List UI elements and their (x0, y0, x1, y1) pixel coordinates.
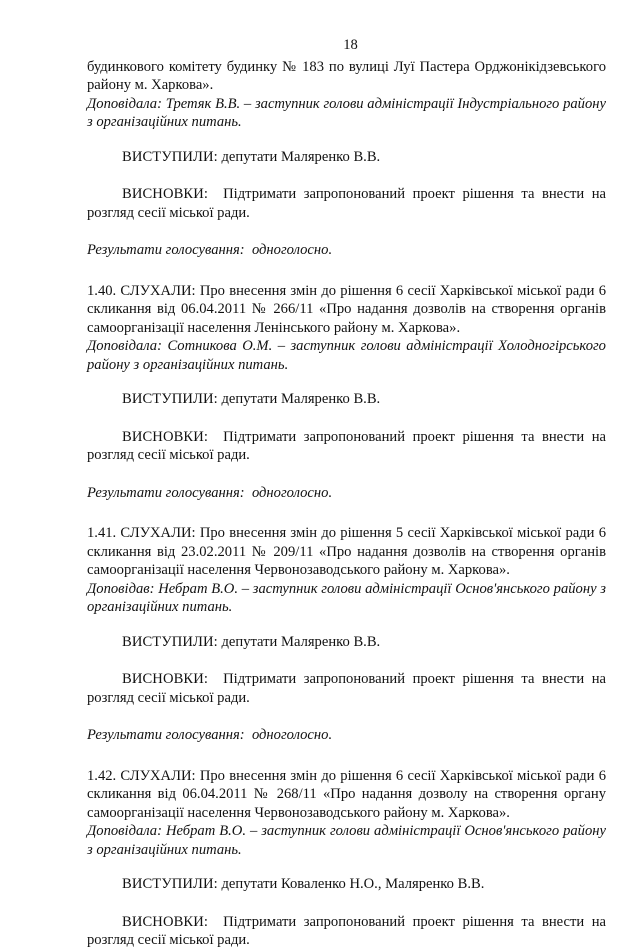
item-speeches (87, 390, 606, 409)
intro-speeches-text: депутати Маляренко В.В. (221, 148, 381, 165)
item-conclusions-label: ВИСНОВКИ: (122, 671, 209, 687)
item-results (87, 484, 606, 503)
item-conclusions (87, 428, 606, 465)
item-results-text: одноголосно. (251, 484, 333, 501)
item-heard: 1.40. СЛУХАЛИ: Про внесення змін до рішення 6 сесії Харківської міської ради 6 скликання від 06.04.2011 № 266/11 «Про надання дозволів на створення органів самоорганізації населення Ленінського району м. Харкова». (87, 282, 606, 336)
intro-conclusions-text: Підтримати запропонований проект рішення та внести на розгляд сесії міської ради. (87, 186, 606, 221)
item-speeches (87, 633, 606, 652)
intro-speeches (87, 148, 606, 167)
item-speaker (87, 580, 606, 617)
item-results (87, 726, 606, 745)
intro-speaker-label: Доповідала: (87, 95, 162, 112)
item-speaker (87, 822, 606, 859)
item-speaker-text: Небрат В.О. – заступник голови адміністрації Основ'янського району з організаційних питань. (87, 580, 607, 615)
intro-results (87, 241, 606, 260)
intro-results-text: одноголосно. (251, 242, 333, 258)
item-speaker-label: Доповідала: (87, 823, 162, 839)
item-speeches-label: ВИСТУПИЛИ: (122, 391, 218, 407)
item-heard: 1.41. СЛУХАЛИ: Про внесення змін до рішення 5 сесії Харківської міської ради 6 скликання від 23.02.2011 № 209/11 «Про надання дозволів на створення органів самоорганізації населення Червонозаводського району м. Харкова». (87, 525, 606, 578)
item-conclusions-text: Підтримати запропонований проект рішення та внести на розгляд сесії міської ради. (87, 428, 606, 463)
item-conclusions-text: Підтримати запропонований проект рішення та внести на розгляд сесії міської ради. (87, 671, 606, 706)
item-results-text: одноголосно. (251, 727, 333, 743)
item-speeches-text: депутати Маляренко В.В. (221, 633, 381, 650)
intro-conclusions-label: ВИСНОВКИ: (122, 186, 209, 202)
intro-speeches-label: ВИСТУПИЛИ: (122, 148, 218, 165)
item-speaker-label: Доповідав: (87, 580, 155, 597)
intro-results-label: Результати голосування: (87, 242, 245, 258)
item-conclusions-label: ВИСНОВКИ: (122, 913, 209, 930)
document-page (87, 36, 606, 950)
item-speaker-text: Сотникова О.М. – заступник голови адміністрації Холодногірського району з організаційних питань. (87, 338, 606, 373)
item-conclusions (87, 670, 606, 707)
intro-continuation: будинкового комітету будинку № 183 по вулиці Луї Пастера Орджонікідзевського району м. Харкова». (87, 58, 606, 93)
item-speaker (87, 337, 606, 374)
item-speeches (87, 875, 606, 894)
item-conclusions-text: Підтримати запропонований проект рішення та внести на розгляд сесії міської ради. (87, 913, 606, 948)
intro-conclusions (87, 185, 606, 222)
page-number: 18 (343, 37, 358, 53)
item-speeches-label: ВИСТУПИЛИ: (122, 633, 218, 650)
intro-speaker (87, 95, 606, 132)
item-heard: 1.42. СЛУХАЛИ: Про внесення змін до рішення 6 сесії Харківської міської ради 6 скликання від 06.04.2011 № 268/11 «Про надання дозволу на створення органу самоорганізації населення Червонозаводського району м. Харкова». (87, 767, 606, 821)
item-speeches-text: депутати Маляренко В.В. (221, 391, 381, 407)
item-results-label: Результати голосування: (87, 484, 245, 501)
item-speaker-text: Небрат В.О. – заступник голови адміністрації Основ'янського району з організаційних питань. (87, 823, 606, 858)
item-conclusions-label: ВИСНОВКИ: (122, 428, 209, 445)
item-conclusions (87, 913, 606, 950)
item-results-label: Результати голосування: (87, 727, 245, 743)
item-speeches-label: ВИСТУПИЛИ: (122, 876, 218, 892)
intro-speaker-text: Третяк В.В. – заступник голови адміністрації Індустріального району з організаційних питань. (87, 95, 606, 130)
item-speaker-label: Доповідала: (87, 338, 162, 354)
item-speeches-text: депутати Коваленко Н.О., Маляренко В.В. (221, 876, 485, 892)
